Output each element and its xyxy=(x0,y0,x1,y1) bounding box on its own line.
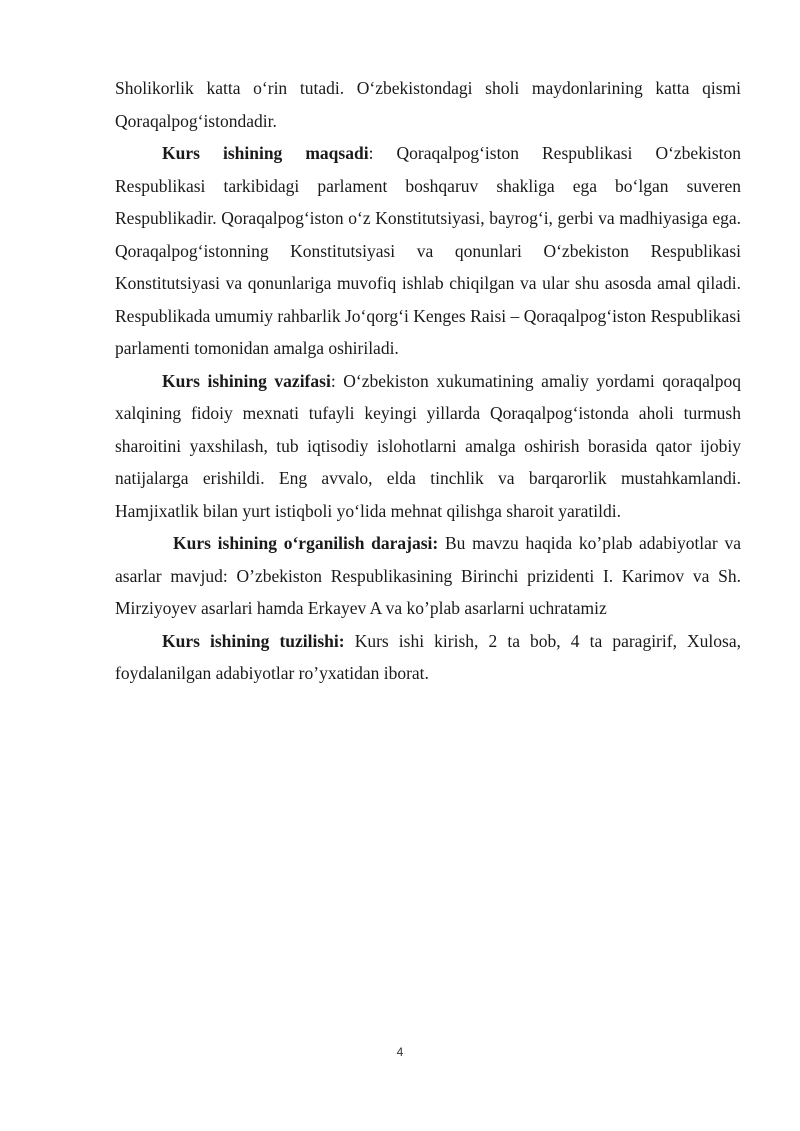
tasks-text: O‘zbekiston xukumatining amaliy yordami qoraqalpoq xalqining fidoiy mexnati tufayli keyingi yillarda Qoraqalpog‘istonda aholi turmush sharoitini yaxshilash, tub iqtisodiy islohotlarni amalga oshirish borasida qator ijobiy natijalarga erishildi. Eng avvalo, elda tinchlik va barqarorlik mustahkamlandi. Hamjixatlik bilan yurt istiqboli yo‘lida mehnat qilishga sharoit yaratildi. xyxy=(115,370,741,521)
study-level-heading: Kurs ishining o‘rganilish darajasi: xyxy=(173,533,439,553)
goal-heading: Kurs ishining maqsadi xyxy=(162,143,369,163)
paragraph-structure xyxy=(115,625,741,690)
tasks-heading: Kurs ishining vazifasi xyxy=(162,370,331,391)
paragraph-intro xyxy=(115,72,741,137)
structure-heading: Kurs ishining tuzilishi: xyxy=(162,630,345,651)
study-level-separator xyxy=(438,533,445,553)
paragraph-intro-text: Sholikorlik katta o‘rin tutadi. O‘zbekistondagi sholi maydonlarining katta qismi Qoraqalpog‘istondadir. xyxy=(115,78,741,131)
structure-separator xyxy=(345,631,355,651)
study-level-text: Bu mavzu haqida ko’plab adabiyotlar va asarlar mavjud: O’zbekiston Respublikasining Birinchi prizidenti I. Karimov va Sh. Mirziyoyev asarlari hamda Erkayev A va ko’plab asarlarni uchratamiz xyxy=(115,533,742,618)
goal-separator: : xyxy=(368,143,397,163)
structure-text: Kurs ishi kirish, 2 ta bob, 4 ta paragirif, Xulosa, foydalanilgan adabiyotlar ro’yxatidan iborat. xyxy=(115,630,741,683)
body-text xyxy=(115,72,741,690)
paragraph-tasks xyxy=(115,365,741,528)
goal-text: Qoraqalpog‘iston Respublikasi O‘zbekiston Respublikasi tarkibidagi parlament boshqaruv shakliga ega bo‘lgan suveren Respublikadir. Qoraqalpog‘iston o‘z Konstitutsiyasi, bayrog‘i, gerbi va madhiyasiga ega. Qoraqalpog‘istonning Konstitutsiyasi va qonunlari O‘zbekiston Respublikasi Konstitutsiyasi va qonunlariga muvofiq ishlab chiqilgan va ular shu asosda amal qiladi. Respublikada umumiy rahbarlik Jo‘qorg‘i Kenges Raisi – Qoraqalpog‘iston Respublikasi parlamenti tomonidan amalga oshiriladi. xyxy=(115,143,741,358)
tasks-separator: : xyxy=(330,370,344,391)
paragraph-goal xyxy=(115,137,741,365)
page-number: 4 xyxy=(396,1045,404,1059)
paragraph-study-level xyxy=(115,527,741,625)
